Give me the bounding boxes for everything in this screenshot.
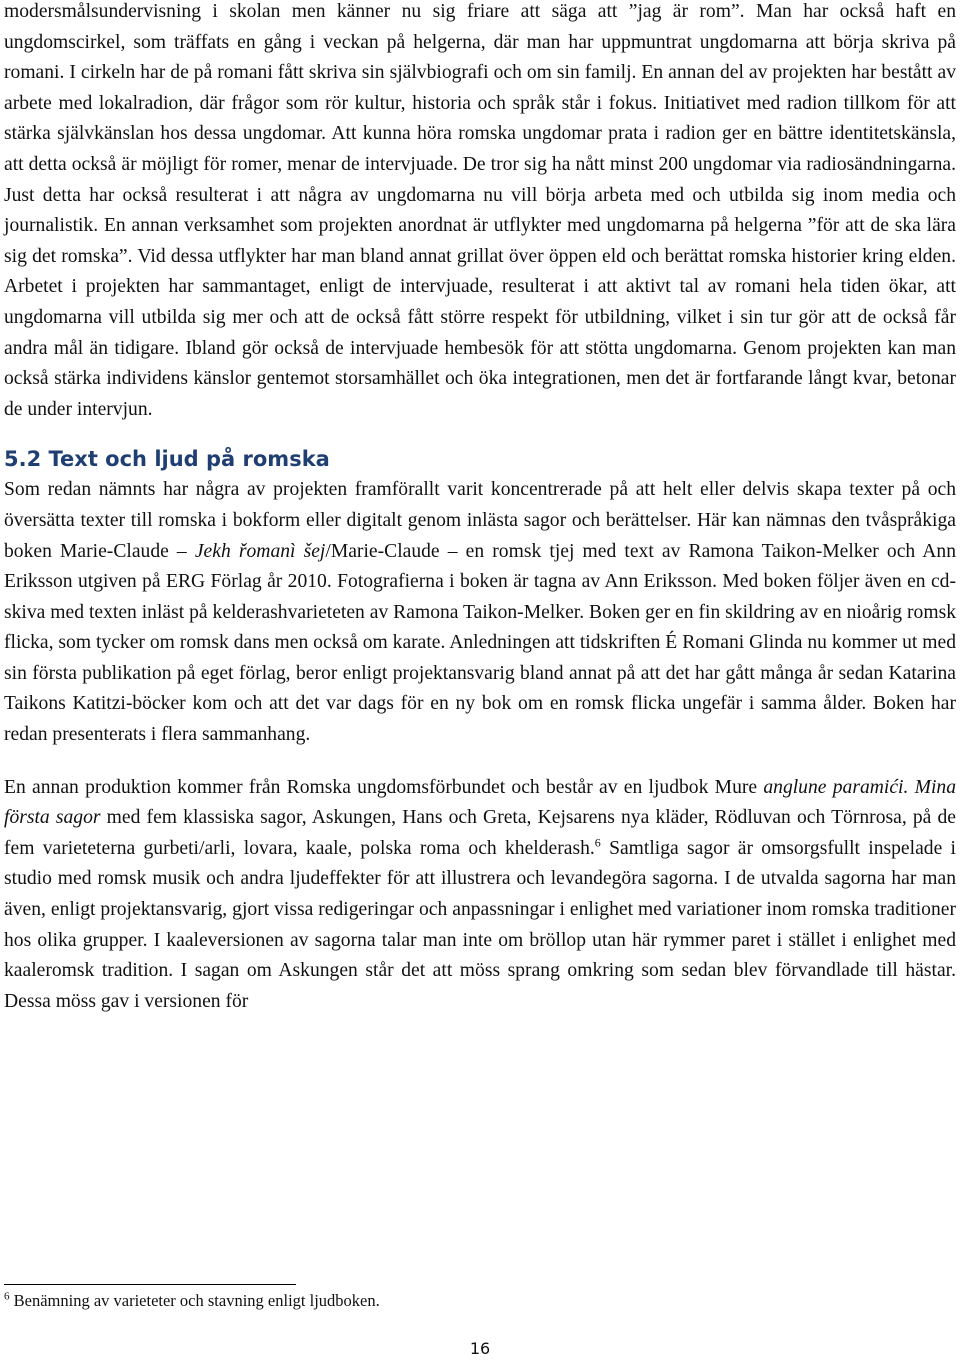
body-paragraph-1 <box>4 475 956 750</box>
body-paragraph-intro: modersmålsundervisning i skolan men känner nu sig friare att säga att ”jag är rom”. Man har också haft en ungdomscirkel, som träffats en gång i veckan på helgerna, där man har uppmuntrat ungdomarna att börja skriva på romani. I cirkeln har de på romani fått skriva sin självbiografi och om sin familj. En annan del av projekten har bestått av arbete med lokalradion, där frågor som rör kultur, historia och språk står i fokus. Initiativet med radion tillkom för att stärka självkänslan hos dessa ungdomar. Att kunna höra romska ungdomar prata i radion ger en bättre identitetskänsla, att detta också är möjligt för romer, menar de intervjuade. De tror sig ha nått minst 200 ungdomar via radiosändningarna. Just detta har också resulterat i att några av ungdomarna nu vill börja arbeta med och utbilda sig inom media och journalistik. En annan verksamhet som projekten anordnat är utflykter med ungdomarna på helgerna ”för att de ska lära sig det romska”. Vid dessa utflykter har man bland annat grillat över öppen eld och berättat romska historier kring elden. Arbetet i projekten har sammantaget, enligt de intervjuade, resulterat i att aktivt tal av romani hela tiden ökar, att ungdomarna vill utbilda sig mer och att de också fått större respekt för utbildning, vilket i sin tur gör att de också får andra mål än tidigare. Ibland gör också de intervjuade hembesök för att stötta ungdomarna. Genom projekten kan man också stärka individens känslor gentemot storsamhället och öka integrationen, men det är fortfarande långt kvar, betonar de under intervjun. <box>4 1 956 420</box>
document-page <box>4 0 956 1017</box>
book-title-italic: Jekh řomanì šej <box>194 540 326 562</box>
paragraph-text: med fem klassiska sagor, Askungen, Hans och Greta, Kejsarens nya kläder, Rödluvan och Törnrosa, på de fem varieteterna gurbeti/arli, lovara, kaale, polska roma och khelderash. <box>4 807 956 859</box>
paragraph-text: Som redan nämnts har några av projekten framförallt varit koncentrerade på att helt eller delvis skapa texter på och översätta texter till romska i bokform eller digitalt genom inlästa sagor och berättelser. Här kan nämnas den tvåspråkiga boken Marie-Claude – <box>4 479 956 562</box>
footnote-separator <box>4 1284 296 1285</box>
footnote-reference[interactable]: 6 <box>594 835 601 850</box>
paragraph-text: /Marie-Claude – en romsk tjej med text av Ramona Taikon-Melker och Ann Eriksson utgiven på ERG Förlag år 2010. Fotografierna i boken är tagna av Ann Eriksson. Med boken följer även en cd-skiva med texten inläst på kelderashvarieteten av Ramona Taikon-Melker. Boken ger en fin skildring av en nioårig romsk flicka, som tycker om romsk dans men också om karate. Anledningen att tidskriften É Romani Glinda nu kommer ut med sin första publikation på eget förlag, beror enligt projektansvarig bland annat på att det har gått många år sedan Katarina Taikons Katitzi-böcker kom och att det var dags för en ny bok om en romsk flicka ungefär i samma ålder. Boken har redan presenterats i flera sammanhang. <box>4 540 957 746</box>
book-title-italic: anglune paramići. Mina första sagor <box>4 776 956 829</box>
body-paragraph-2 <box>4 773 956 1018</box>
paragraph-text: Samtliga sagor är omsorgsfullt inspelade i studio med romsk musik och andra ljudeffekter för att illustrera och levandegöra sagorna. I de utvalda sagorna har man även, enligt projektansvarig, gjort vissa redigeringar och anpassningar i enlighet med variationer inom romska traditioner hos olika grupper. I kaaleversionen av sagorna talar man inte om bröllop utan här rymmer paret i stället i enlighet med kaaleromsk tradition. I sagan om Askungen står det att möss sprang omkring som sedan blev förvandlade till hästar. Dessa möss gav i versionen för <box>4 837 956 1012</box>
footnote-text: Benämning av varieteter och stavning enligt ljudboken. <box>9 1291 380 1310</box>
footnote-number: 6 <box>4 1290 10 1303</box>
footnote <box>4 1291 944 1311</box>
paragraph-text: En annan produktion kommer från Romska ungdomsförbundet och består av en ljudbok Mure <box>4 776 764 798</box>
page-number: 16 <box>469 1339 491 1358</box>
section-heading: 5.2 Text och ljud på romska <box>4 447 330 472</box>
